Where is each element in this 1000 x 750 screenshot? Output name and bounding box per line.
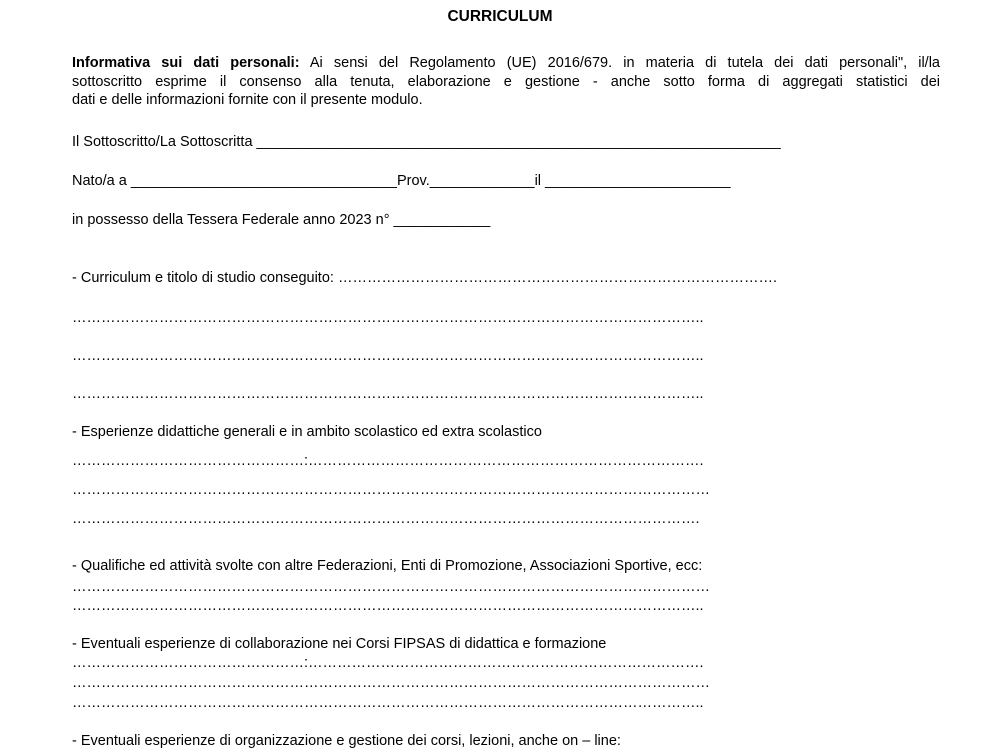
section-esperienze-line-2[interactable]: …………………………………………………………………………………………………………………… — [72, 482, 710, 498]
field-tessera[interactable]: in possesso della Tessera Federale anno 2023 n° ____________ — [72, 212, 491, 228]
privacy-notice-text-1: Ai sensi del Regolamento (UE) 2016/679. in materia di tutela dei dati personali", il/la — [309, 55, 940, 71]
section-collaborazione-line-3[interactable]: ………………………………………………………………………………………………………………….. — [72, 695, 704, 711]
section-curriculum-line-1[interactable]: ………………………………………………………………………………………………………………….. — [72, 310, 704, 326]
section-esperienze-label: - Esperienze didattiche generali e in ambito scolastico ed extra scolastico — [72, 424, 542, 440]
section-curriculum-line-2[interactable]: ………………………………………………………………………………………………………………….. — [72, 348, 704, 364]
section-qualifiche-label: - Qualifiche ed attività svolte con altre Federazioni, Enti di Promozione, Associazioni Sportive, ecc: — [72, 558, 703, 574]
section-collaborazione-line-1[interactable]: …………………………………………:………………………………………………………………………. — [72, 655, 704, 671]
field-nato[interactable]: Nato/a a _________________________________Prov._____________il _______________________ — [72, 173, 731, 189]
privacy-notice-heading: Informativa sui dati personali: — [72, 55, 300, 71]
privacy-notice — [72, 54, 940, 110]
section-curriculum-line-3[interactable]: ………………………………………………………………………………………………………………….. — [72, 386, 704, 402]
section-collaborazione-label: - Eventuali esperienze di collaborazione nei Corsi FIPSAS di didattica e formazione — [72, 636, 607, 652]
section-collaborazione-line-2[interactable]: …………………………………………………………………………………………………………………… — [72, 675, 710, 691]
privacy-notice-line-3: dati e delle informazioni fornite con il presente modulo. — [72, 92, 423, 108]
section-esperienze-line-3[interactable]: …………………………………………………………………………………………………………………. — [72, 511, 700, 527]
field-sottoscritto[interactable]: Il Sottoscritto/La Sottoscritta _________________________________________________________________ — [72, 134, 781, 150]
privacy-notice-line-2: sottoscritto esprime il consenso alla tenuta, elaborazione e gestione - anche sotto forma di aggregati statistici dei — [72, 73, 940, 90]
section-curriculum-label: - Curriculum e titolo di studio conseguito: ………………………………………………………………………………. — [72, 270, 777, 286]
privacy-notice-line-1 — [72, 54, 940, 73]
section-qualifiche-line-1[interactable]: …………………………………………………………………………………………………………………… — [72, 579, 710, 595]
page-title: CURRICULUM — [447, 8, 553, 25]
section-qualifiche-line-2[interactable]: ………………………………………………………………………………………………………………….. — [72, 598, 704, 614]
section-organizzazione-label: - Eventuali esperienze di organizzazione e gestione dei corsi, lezioni, anche on – line: — [72, 733, 621, 749]
section-esperienze-line-1[interactable]: …………………………………………:………………………………………………………………………. — [72, 453, 704, 469]
